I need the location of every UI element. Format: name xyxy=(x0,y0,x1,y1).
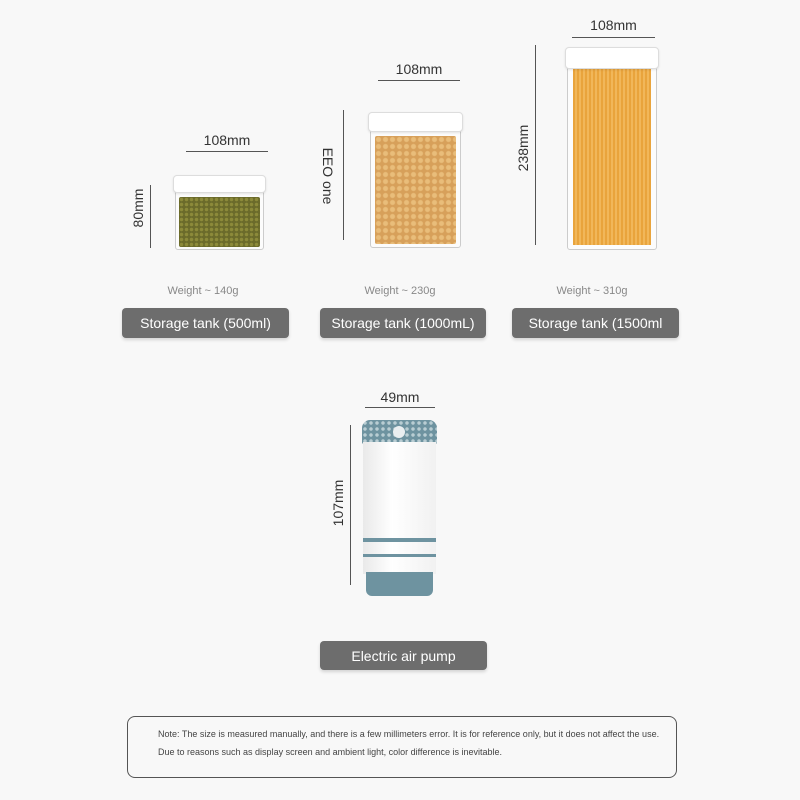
electric-air-pump-label: Electric air pump xyxy=(320,641,487,670)
storage-tank-1000ml-label: Storage tank (1000mL) xyxy=(320,308,486,338)
width-dimension-line xyxy=(365,407,435,408)
height-label: 238mm xyxy=(515,124,531,172)
storage-tank-500ml-label: Storage tank (500ml) xyxy=(122,308,289,338)
weight-label: Weight ~ 230g xyxy=(364,285,436,297)
height-label: 80mm xyxy=(130,188,146,228)
height-dimension-line xyxy=(150,185,151,248)
width-dimension-line xyxy=(186,151,268,152)
weight-label: Weight ~ 140g xyxy=(167,285,239,297)
storage-tank-1500ml-image xyxy=(565,47,659,251)
height-dimension-line xyxy=(343,110,344,240)
width-label: 49mm xyxy=(380,389,420,405)
width-label: 108mm xyxy=(203,132,251,148)
height-dimension-line xyxy=(350,425,351,585)
note-text: Note: The size is measured manually, and there is a few millimeters error. It is for reference only, but it does not affect the use. Due to reasons such as display screen and ambient light, color difference is inevitable. xyxy=(158,729,660,757)
storage-tank-500ml-image xyxy=(173,175,266,251)
width-dimension-line xyxy=(572,37,655,38)
storage-tank-1500ml-label: Storage tank (1500ml xyxy=(512,308,679,338)
width-dimension-line xyxy=(378,80,460,81)
electric-air-pump-image xyxy=(362,420,437,596)
height-label: EEO one xyxy=(320,147,336,205)
storage-tank-1000ml-image xyxy=(368,112,463,249)
height-label: 107mm xyxy=(330,479,346,527)
width-label: 108mm xyxy=(590,17,637,33)
weight-label: Weight ~ 310g xyxy=(556,285,628,297)
height-dimension-line xyxy=(535,45,536,245)
disclaimer-note xyxy=(127,716,677,778)
width-label: 108mm xyxy=(395,61,443,77)
